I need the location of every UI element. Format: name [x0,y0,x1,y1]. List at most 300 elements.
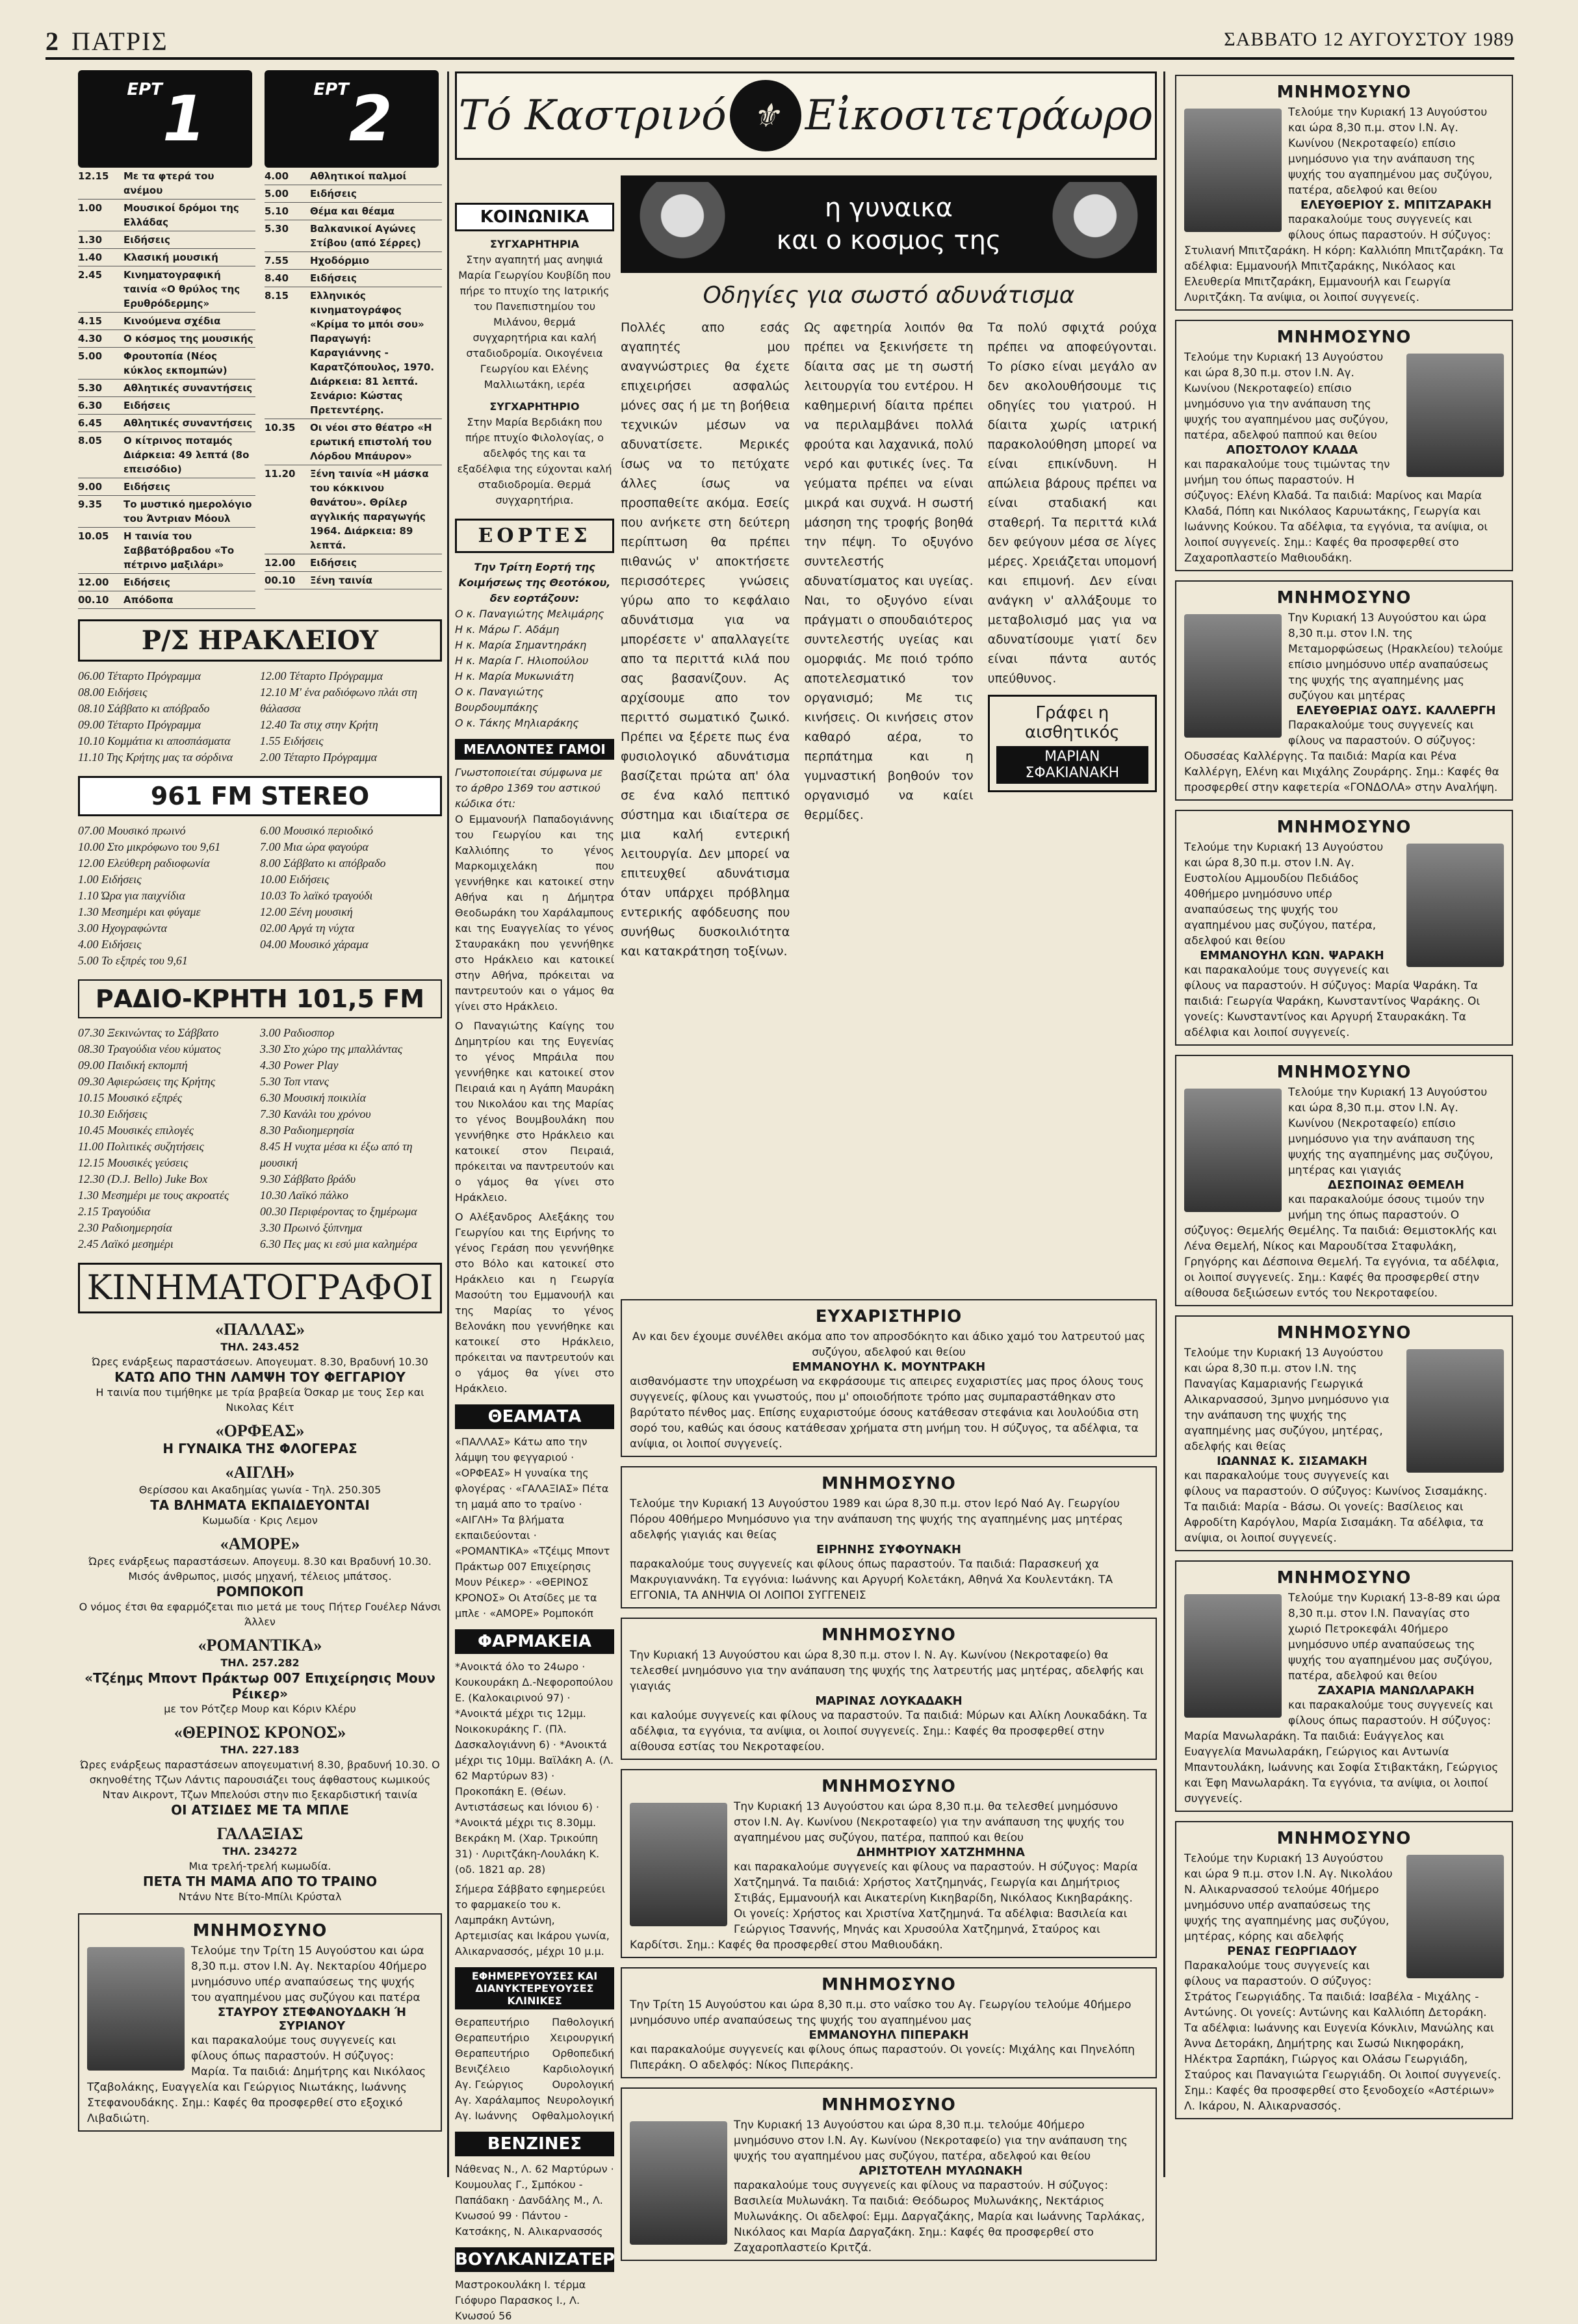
byline-author: ΜΑΡΙΑΝ ΣΦΑΚΙΑΝΑΚΗ [996,746,1148,784]
page-number: 2 [45,27,58,56]
memorial-text: Την Κυριακή 13 Αυγούστου και ώρα 8,30 π.μ. τελούμε 40ήμερο μνημόσυνο στον Ι.Ν. Αγ. Κωνίνου (Νεκροταφείο) για την ανάπαυση της ψυχής του αγαπημένου μας συζύγου, πατέρα, αδελφού και θείου [734,2119,1128,2163]
memorial-text: Τελούμε την Κυριακή 13 Αυγούστου και ώρα 8,30 π.μ. στον Ι.Ν. Αγ. Ευστολίου Αμμουδίου Πεδιάδος 40θήμερο μνημόσυνο υπέρ αναπαύσεως της ψυχής του αγαπημένου μας συζύγου, πατέρα, αδελφού και θείου [1184,841,1384,948]
cinema-desc: Η ταινία που τιμήθηκε με τρία βραβεία Όσκαρ με τους Σερ και Νικολας Κέιτ [96,1386,424,1414]
tv-time: 12.00 [78,576,109,588]
woman-line1: η γυναικα [824,193,953,223]
tv-show: Θέμα και θέαμα [310,205,394,217]
koinonika-title: ΚΟΙΝΩΝΙΚΑ [455,203,614,231]
cinema-note: Ώρες ενάρξεως παραστάσεων. Απογευματ. 8.30, Βραδυνή 10.30 [92,1356,428,1368]
memorial-notice [1175,580,1513,801]
woman-line2: και ο κοσμος της [776,226,1002,255]
article-headline: Οδηγίες για σωστό αδυνάτισμα [703,282,1075,309]
radio-item: 12.10 Μ' ένα ραδιόφωνο πλάι στη θάλασσα [260,686,417,715]
cinema-name: «ΑΙΓΛΗ» [225,1463,295,1482]
portrait-photo [1406,354,1504,477]
vulkanizater-text: Μαστροκουλάκη Ι. τέρμα Γιόφυρο Παρασκος Ι., Λ. Κνωσού 56 [455,2279,586,2322]
tv-time: 6.45 [78,417,103,429]
radio-item: 8.30 Ραδιοημερησία [260,1124,354,1137]
tv-row [78,574,255,591]
deceased-name: ΕΛΕΥΘΕΡΙΟΥ Σ. ΜΠΙΤΖΑΡΑΚΗ [1300,198,1492,212]
radio-kriti-schedule [78,1025,442,1252]
eortes-name: Η κ. Μάρω Γ. Αδάμη [455,623,560,636]
cinema-phone: ΤΗΛ. 257.282 [220,1657,300,1669]
radio-item: 11.10 Της Κρήτης μας τα σόρδινα [78,751,233,764]
banner-left: Τό Καστρινό [458,92,727,140]
radio-item: 3.00 Ηχογραφώντα [78,922,168,935]
radio-item: 10.15 Μουσικό εξπρές [78,1091,183,1104]
radio-item: 10.30 Λαϊκό πάλκο [260,1189,349,1202]
memorial-notice [1175,810,1513,1046]
memorial-title: ΜΝΗΜΟΣΥΝΟ [1276,1323,1412,1343]
deceased-name: ΕΙΡΗΝΗΣ ΣΥΦΟΥΝΑΚΗ [816,1543,961,1556]
radio-item: 04.00 Μουσικό χάραμα [260,938,369,951]
eortes-name: Η κ. Μαρία Γ. Ηλιοπούλου [455,654,589,667]
column-divider [1163,71,1165,2177]
radio-item: 8.00 Σάββατο κι απόβραδο [260,857,386,870]
portrait-photo [1406,844,1504,967]
memorial-text: Τελούμε την Κυριακή 13 Αυγούστου 1989 και ώρα 8,30 π.μ. στον Ιερό Ναό Αγ. Γεωργίου Πόρου 40θήμερο Μνημόσυνο για την ανάπαυση της ψυχής της αγαπημένης μας μητέρας αδελφής γιαγιάς και θείας [630,1497,1123,1542]
tv-row [265,168,442,185]
et1-schedule [78,168,255,609]
portrait-photo [1184,614,1282,738]
radio-item: 09.00 Παιδική εκπομπή [78,1059,188,1072]
clinic-dept: Οφθαλμολογική [532,2110,614,2122]
memorial-text: Την Κυριακή 13 Αυγούστου και ώρα 8,30 π.μ. στον Ι.Ν. της Μεταμορφώσεως (Ηρακλείου) τελούμε επίσιο μνημόσυνο υπέρ αναπαύσεως της ψυχής της αγαπημένης μας συζύγου και μητέρας [1288,612,1503,703]
radio-item: 10.10 Κομμάτια κι αποσπάσματα [78,734,231,747]
radio-item: 2.15 Τραγούδια [78,1205,151,1218]
cinema-note: Ώρες ενάρξεως παραστάσεων. Απογευμ. 8.30 και Βραδυνή 10.30. Μισός άνθρωπος, μισός μηχανή, τέλειος μπάτσος. [88,1555,432,1582]
memorial-notice [621,1618,1157,1760]
memorials-right [1175,75,1513,2177]
clinic-row [455,2077,614,2093]
memorial-notice [621,1769,1157,1958]
tv-time: 8.15 [265,290,289,302]
cinema-note: Μια τρελή-τρελή κωμωδία. [188,1860,331,1872]
eortes-name: Η κ. Μαρία Μυκωνιάτη [455,670,574,682]
tv-row [265,419,442,465]
memorial-text: Τελούμε την Κυριακή 13 Αυγούστου και ώρα 8,30 π.μ. στον Ι.Ν. Αγ. Κωνίνου (Νεκροταφείο) επίσιο μνημόσυνο για την ανάπαυση της ψυχής του αγαπημένου μας συζύγου, πατέρα, αδελφού και θείου [1288,106,1493,197]
benzines-text: Νάθενας Ν., Λ. 62 Μαρτύρων · Κουμουλας Γ., Σμπόκου - Παπάδακη · Δανδάλης Μ., Λ. Κνωσού 99 · Πάντου - Κατσάκης, Ν. Αλικαρνασσός [455,2163,614,2238]
tv-show: Ξένη ταινία [310,575,373,586]
gamoi-3: Ο Αλέξανδρος Αλεξάκης του Γεωργίου και της Ειρήνης το γένος Γεράση που γεννήθηκε στο Βόλο και κατοικεί στο Ηράκλειο και η Γεωργία Μασούτη του Εμμανουήλ και της Μαρίας το γένος Βελονάκη που γεννήθηκε και κατοικεί στο Ηράκλειο, πρόκειται να παντρευτούν και ο γάμος θα γίνει στο Ηράκλειο. [455,1211,614,1395]
clinic-name: Αγ. Χαράλαμπος [455,2094,541,2106]
tv-time: 9.35 [78,498,103,510]
deceased-name: ΕΜΜΑΝΟΥΗΛ ΠΙΠΕΡΑΚΗ [808,2028,969,2042]
memorial-family: και παρακαλούμε τους συγγενείς και φίλους να παραστούν. Ο σύζυγος: Κωνίνος Σισαμάκης. Τα παιδιά: Μαρία - Βάσω. Οι γονείς: Βασίλειος και Αφροδίτη Καρόγλου, Μαρία Σισαμάκη. Τα αδέλφια, τα ανίψια, οι λοιποί συγγενείς. [1184,1469,1488,1545]
tv-show: Το μυστικό ημερολόγιο του Άντριαν Μόουλ [123,498,252,524]
radio-item: 3.00 Ραδιοσπορ [260,1026,335,1039]
thanks-name: ΕΜΜΑΝΟΥΗΛ Κ. ΜΟΥΝΤΡΑΚΗ [792,1360,986,1374]
deceased-name: ΑΡΙΣΤΟΤΕΛΗ ΜΥΛΩΝΑΚΗ [859,2164,1023,2178]
radio-item: 11.00 Πολιτικές συζητήσεις [78,1140,204,1153]
memorial-title: ΜΝΗΜΟΣΥΝΟ [1276,1063,1412,1082]
tv-time: 10.05 [78,530,109,542]
memorial-text: Την Κυριακή 13 Αυγούστου και ώρα 8,30 π.μ. στον Ι. Ν. Αγ. Κωνίνου (Νεκροταφείο) θα τελεσθεί μνημόσυνο για την ανάπαυση της ψυχής της λατρευτής μας μητέρας, αδελφής και γιαγιάς [630,1649,1144,1693]
theamata-text: «ΠΑΛΛΑΣ» Κάτω απο την λάμψη του φεγγαριού · «ΟΡΦΕΑΣ» Η γυναίκα της φλογέρας · «ΓΑΛΑΞΙΑΣ» Πέτα τη μαμά απο το τραίνο · «ΑΙΓΛΗ» Τα βλήματα εκπαιδεύονται · «ΡΟΜΑΝΤΙΚΑ» «Τζέιμς Μποντ Πράκτωρ 007 Επιχείρησις Μουν Ρέικερ» · «ΘΕΡΙΝΟΣ ΚΡΟΝΟΣ» Οι Ατσίδες με τα μπλε · «ΑΜΟΡΕ» Ρομποκόπ [455,1436,610,1620]
memorial-title: ΜΝΗΜΟΣΥΝΟ [1276,1829,1412,1848]
congrats-heading-1: ΣΥΓΧΑΡΗΤΗΡΙΑ [490,238,579,250]
tv-time: 12.15 [78,170,109,182]
tv-time: 2.45 [78,269,103,281]
tv-row [265,252,442,270]
tv-time: 7.55 [265,255,289,266]
tv-show: Ειδήσεις [123,400,170,411]
radio-item: 12.40 Τα στιχ στην Κρήτη [260,718,378,731]
clinic-name: Αγ. Ιωάννης [455,2110,518,2122]
memorial-text: Την Κυριακή 13 Αυγούστου και ώρα 8,30 π.μ. θα τελεσθεί μνημόσυνο στον Ι.Ν. Αγ. Κωνίνου (Νεκροταφείο) για την ανάπαυση της ψυχής του αγαπημένου μας συζύγου, πατέρα, παππού και θείου [734,1800,1124,1844]
tv-row [78,478,255,496]
cinema-film: ΟΙ ΑΤΣΙΔΕΣ ΜΕ ΤΑ ΜΠΛΕ [171,1802,349,1818]
tv-time: 1.40 [78,252,103,263]
radio-item: 2.30 Ραδιοημερησία [78,1221,172,1234]
tv-row [78,528,255,574]
memorial-family: παρακαλούμε τους συγγενείς και φίλους να παραστούν. Η σύζυγος: Βασιλεία Μυλωνάκη. Τα παιδιά: Θεόδωρος Μυλωνάκης, Νεκτάριος Μυλωνάκης. Οι αδελφοί: Εμμ. Δαργαζάκης, Μαρία και Ιωάννης Ταρλάκας, Νικόλαος και Μαρία Δαργαζάκη. Σημ.: Καφές θα προσφερθεί στο Ζαχαροπλαστείο Κριτζά. [734,2179,1145,2254]
tv-show: Η ταινία του Σαββατόβραδου «Το πέτρινο μαξιλάρι» [123,530,235,571]
thanks-title: ΕΥΧΑΡΙΣΤΗΡΙΟ [815,1307,963,1326]
radio-item: 1.00 Ειδήσεις [78,873,142,886]
memorial-family: και παρακαλούμε τους τιμώντας την μνήμη του όπως παραστούν. Η σύζυγος: Ελένη Κλαδά. Τα παιδιά: Μαρίνος και Μαρία Κλαδά, Πόπη και Νικόλαος Καρυωτάκης, Γεωργία και Ιωάννης Κούκου. Τα αδέλφια, τα εγγόνια, τα ανίψια, οι λοιποί συγγενείς. Σημ.: Καφές θα προσφερθεί στο Ζαχαροπλαστείο Μαθιουδάκη. [1184,458,1488,565]
clinic-name: Θεραπευτήριο [455,2032,530,2044]
memorial-notice [1175,75,1513,311]
tv-row [265,203,442,220]
radio-kriti-title: ΡΑΔΙΟ-ΚΡΗΤΗ 101,5 FM [78,979,442,1018]
tv-row [265,554,442,572]
radio-item: 1.30 Μεσημέρι και φύγαμε [78,905,201,918]
portrait-photo [87,1947,185,2071]
tv-row [78,432,255,478]
tv-time: 00.10 [78,594,109,606]
kastrino-banner-wrap [455,71,1157,160]
cinema-film: Η ΓΥΝΑΙΚΑ ΤΗΣ ΦΛΟΓΕΡΑΣ [162,1441,357,1456]
fm961-schedule [78,823,442,969]
memorial-notice [1175,1560,1513,1812]
clinic-dept: Καρδιολογική [543,2063,614,2075]
tv-time: 4.30 [78,333,103,344]
fm961-title: 961 FM STEREO [78,776,442,816]
tv-row [78,313,255,330]
radio-item: 1.30 Μεσημέρι με τους ακροατές [78,1189,229,1202]
cinema-name: «ΘΕΡΙΝΟΣ ΚΡΟΝΟΣ» [174,1723,346,1742]
cinema-film: ΤΑ ΒΛΗΜΑΤΑ ΕΚΠΑΙΔΕΥΟΝΤΑΙ [150,1497,370,1513]
memorial-family: και παρακαλούμε τους συγγενείς και φίλους όπως παραστούν. Η σύζυγος: Μαρία. Τα παιδιά: Δημήτρης και Νικόλαος Τζαβολάκης, Ευαγγελία και Γεώργιος Νιωτάκης, Ιωάννης Στεφανουδάκης. Σημ.: Καφές θα προσφερθεί στο εξοχικό Λιβαδιώτη. [87,2034,426,2125]
memorial-title: ΜΝΗΜΟΣΥΝΟ [821,1777,956,1796]
deceased-name: ΜΑΡΙΝΑΣ ΛΟΥΚΑΔΑΚΗ [815,1694,963,1708]
tv-show: Αθλητικές συναντήσεις [123,382,253,394]
memorial-family: Παρακαλούμε τους συγγενείς και φίλους να παραστούν. Ο σύζυγος: Οδυσσέας Καλλέργης. Τα παιδιά: Μαρία και Ρένα Καλλέργη, Ελένη και Μιχάλης Ζουράρης. Σημ.: Καφές θα προσφερθεί στην καφετερία «ΓΟΝΔΟΛΑ» στην Αναλήψη. [1184,719,1499,794]
radio-item: 6.30 Μουσική ποικιλία [260,1091,367,1104]
tv-time: 11.20 [265,468,296,480]
main-article-area [621,175,1157,2254]
radio-item: 09.00 Τέταρτο Πρόγραμμα [78,718,201,731]
memorial-family: παρακαλούμε τους συγγενείς και φίλους όπως παραστούν. Τα παιδιά: Παρασκευή χα Μακρυγιαννάκη. Τα εγγόνια: Ιωάννης και Αργυρή Κολετάκη, Αθηνά Χα Κουλεντάκη. ΤΑ ΕΓΓΟΝΙΑ, ΤΑ ΑΝΗΨΙΑ ΟΙ ΛΟΙΠΟΙ ΣΥΓΓΕΝΕΙΣ [630,1558,1113,1602]
issue-date: ΣΑΒΒΑΤΟ 12 ΑΥΓΟΥΣΤΟΥ 1989 [1224,29,1514,50]
gamoi-title: ΜΕΛΛΟΝΤΕΣ ΓΑΜΟΙ [455,739,614,760]
eortes-name: Ο κ. Τάκης Μηλιαράκης [455,717,579,729]
eortes-intro: Την Τρίτη Εορτή της Κοιμήσεως της Θεοτόκου, δεν εορτάζουν: [458,561,611,604]
tv-time: 4.15 [78,315,103,327]
tv-show: Αθλητικοί παλμοί [310,170,407,182]
tv-time: 5.10 [265,205,289,217]
clinic-name: Θεραπευτήριο [455,2047,530,2059]
cinema-phone: ΤΗΛ. 227.183 [220,1744,300,1756]
rs-heraklion-schedule [78,668,442,766]
tv-row [265,220,442,252]
tv-time: 5.30 [78,382,103,394]
radio-item: 1.55 Ειδήσεις [260,734,324,747]
radio-item: 5.00 Το εξπρές του 9,61 [78,954,188,967]
gamoi-intro: Γνωστοποιείται σύμφωνα με το άρθρο 1369 του αστικού κώδικα ότι: [455,766,603,810]
memorials-middle [621,1466,1157,2261]
tv-time: 8.40 [265,272,289,284]
memorial-notice [1175,1315,1513,1551]
byline-label: Γράφει η αισθητικός [1024,703,1120,742]
clinic-name: Αγ. Γεώργιος [455,2078,524,2091]
tv-show: Ειδήσεις [310,272,357,284]
cinema-note: Θερίσσου και Ακαδημίας γωνία - Τηλ. 250.305 [138,1484,382,1496]
tv-show: Φρουτοπία (Νέος κύκλος εκπομπών) [123,350,227,376]
memorial-title: ΜΝΗΜΟΣΥΝΟ [821,1625,956,1645]
deceased-name: ΖΑΧΑΡΙΑ ΜΑΝΩΛΑΡΑΚΗ [1317,1684,1475,1698]
tv-row [265,185,442,203]
clinic-dept: Ουρολογική [552,2078,614,2091]
tv-show: Ειδήσεις [123,481,170,493]
eortes-name: Ο κ. Παναγιώτης Μελιμάρης [455,608,604,620]
portrait-photo [634,182,731,266]
radio-item: 6.30 Πες μας κι εσύ μια καλημέρα [260,1237,418,1250]
radio-item: 1.10 Ώρα για παιχνίδια [78,889,185,902]
clinic-row [455,2046,614,2061]
memorial-family: και καλούμε συγγενείς και φίλους να παραστούν. Τα παιδιά: Μύρων και Αλίκη Λουκαδάκη. Τα αδέλφια, τα εγγόνια, τα ανίψια, οι λοιποί συγγενείς. Σημ.: Καφές θα προσφερθεί στην αίθουσα εστίας του Νεκροταφείου. [630,1709,1148,1753]
eortes-name: Η κ. Μαρία Σημαντηράκη [455,639,587,651]
memorial-text: Τελούμε την Κυριακή 13-8-89 και ώρα 8,30 π.μ. στον Ι.Ν. Παναγίας στο χωριό Πετροκεφάλι 40ήμερο μνημόσυνο υπέρ αναπαύσεως της ψυχής του αγαπημένου μας συζύγου, πατέρα, αδελφού και θείου [1288,1592,1501,1683]
clinic-dept: Νευρολογική [547,2094,614,2106]
article-col-1: Πολλές απο εσάς αγαπητές μου αναγνώστριες θα έχετε επιχειρήσει ασφαλώς μόνες σας ή με τη βοήθεια τεχνικών μέσων να αδυνατίσετε. Μερικές ίσως να το πετύχατε άλλες ίσως να προσπαθείτε ακόμα. Εσείς που ανήκετε στη δεύτερη περίπτωση θα πρέπει πιθανώς ν' αποκτήσετε περισσότερες γνώσεις γύρω απο το κεφάλαιο αδυνάτισμα για να μπορέσετε ν' απαλλαγείτε απο τα περιττά κιλά που σας βασανίζουν. Ας αρχίσουμε απο τον περιττό σωματικό ζωικό. Πρέπει να ξέρετε πως ένα φυσιολογικό αδυνάτισμα βασίζεται πρώτα απ' όλα σε ένα καλό πεπτικό σύστημα και ιδιαίτερα σε μια καλή εντερική λειτουργία. Δεν μπορεί να επιτευχθεί αδυνάτισμα όταν υπάρχει πρόβλημα εντερικής αφόδευσης που συνήθως δυσκοιλιότητα και κατακράτηση τοξίνων. [621,320,790,959]
vulkanizater-title: ΒΟΥΛΚΑΝΙΖΑΤΕΡ [455,2247,614,2272]
memorial-title: ΜΝΗΜΟΣΥΝΟ [192,1921,328,1941]
congrats-text-2: Στην Μαρία Βερδιάκη που πήρε πτυχίο Φιλολογίας, ο αδελφός της και τα εξαδέλφια της εύχονται καλή σταδιοδρομία. Θερμά συγχαρητήρια. [457,416,612,506]
radio-item: 10.00 Ειδήσεις [260,873,330,886]
social-column [455,195,615,2322]
radio-item: 08.30 Τραγούδια νέου κύματος [78,1042,221,1055]
tv-show: Ηχοδόρμιο [310,255,370,266]
cinema-note: Ώρες ενάρξεως παραστάσεων απογευματινή 8.30, βραδυνή 10.30. Ο σκηνοθέτης Τζων Λάντις παρουσιάζει τους άφθαστους κωμικούς Νταν Αικροντ, Τζων Μπελούσι στην πιο ξεκαρδιστική ταινία [80,1759,440,1801]
cinema-desc: Ο νόμος έτσι θα εφαρμόζεται πιο μετά με τους Πήτερ Γουέλερ Νάνσι Άλλεν [79,1601,441,1628]
woman-section-header [621,175,1157,273]
clinic-row [455,2061,614,2077]
tv-row [265,270,442,287]
tv-time: 1.30 [78,234,103,246]
eortes-name: Ο κ. Παναγιώτης Βουρδουμπάκης [455,686,544,714]
cinema-phone: ΤΗΛ. 243.452 [220,1341,300,1353]
cinema-film: ΡΟΜΠΟΚΟΠ [216,1584,304,1599]
radio-item: 06.00 Τέταρτο Πρόγραμμα [78,669,201,682]
thanks-body: αισθανόμαστε την υποχρέωση να εκφράσουμε τις απειρες ευχαριστίες μας προς όλους τους συγγενείς, φίλους και γνωστούς, που μ' οποιοδήποτε τρόπο μας συμπαραστάθηκαν στο βαρύτατο πένθος μας. Επίσης ευχαριστούμε όσους κατάθεσαν στεφάνια και λουλούδια στη σορό του, καθώς και όσους κατάθεσαν χρήματα στη μνήμη του. Η σύζυγος, τα αδέλφια, τα ανίψια, οι λοιποί συγγενείς. [630,1375,1144,1451]
tv-time: 8.05 [78,435,103,446]
radio-item: 2.00 Τέταρτο Πρόγραμμα [260,751,378,764]
memorial-title: ΜΝΗΜΟΣΥΝΟ [1276,328,1412,347]
radio-item: 12.00 Ξένη μουσική [260,905,353,918]
tv-row [78,200,255,231]
memorial-family: και παρακαλούμε τους συγγενείς και φίλους όπως παραστούν. Η σύζυγος: Μαρία Μανωλαράκη. Τα παιδιά: Ευάγγελος και Ευαγγελία Μανωλαράκη, Γεώργιος και Αντωνία Μπαντουλάκη, Ιωάννης και Σοφία Στιβακτάκη, Γεώργιος και Έφη Μανωλαράκη. Τα εγγόνια, τα ανίψια, οι λοιποί συγγενείς. [1184,1699,1499,1805]
tv-row [78,330,255,348]
tv-show: Κινηματογραφική ταινία «Ο θρύλος της Ερυθρόδερμης» [123,269,240,309]
tv-show: Οι νέοι στο θέατρο «Η ερωτική επιστολή του Λόρδου Μπάυρον» [310,422,432,462]
et2-block [265,70,442,609]
memorial-text: Τελούμε την Κυριακή 13 Αυγούστου και ώρα 8,30 π.μ. στον Ι.Ν. Αγ. Κωνίνου (Νεκροταφείο) επίσιο μνημόσυνο για την ανάπαυση της ψυχής του αγαπημένου μας συζύγου, πατέρα, αδελφού παππού και θείου [1184,351,1389,442]
radio-item: 3.30 Στο χώρο της μπαλλάντας [260,1042,403,1055]
memorial-title: ΜΝΗΜΟΣΥΝΟ [1276,1568,1412,1588]
memorial-family: Παρακαλούμε τους συγγενείς και φίλους να παραστούν. Ο σύζυγος: Στράτος Γεωργιάδης. Τα παιδιά: Ισαβέλα - Μιχάλης - Αντώνης. Οι γονείς: Αντώνης και Καλλιόπη Δετοράκη. Τα αδέλφια: Ιωάννης και Ευγενία Κόνκλιν, Μανώλης και Άννα Δετοράκη, Δημήτρης και Σωσώ Νικηφοράκη, Ηλέκτρα Σαρπάκη, Γιώργος και Ολάσω Γεωργιάδη, Σταύρος και Παναγιώτα Γεωργιάδη. Οι λοιποί συγγενείς. Σημ.: Καφές θα προσφερθεί στο ξενοδοχείο «Αστέριων» Λ. Ικάρου, Ν. Αλικαρνασσός. [1184,1959,1501,2113]
memorial-family: και παρακαλούμε όσους τιμούν την μνήμη της όπως παραστούν. Ο σύζυγος: Θεμελής Θεμέλης. Τα παιδιά: Θεμιστοκλής και Λένα Θεμελή, Νίκος και Μαρουδίτσα Σταφυλάκη, Γρηγόρης και Δέσποινα Θεμελή. Τα εγγόνια, τα αδέλφια, οι λοιποί συγγενείς. Σημ.: Καφές θα προσφερθεί στην αίθουσα δεξιώσεων εντός του Νεκροταφείου. [1184,1193,1499,1300]
deceased-name: ΣΤΑΥΡΟΥ ΣΤΕΦΑΝΟΥΔΑΚΗ Ή ΣΥΡΙΑΝΟΥ [217,2006,407,2033]
radio-item: 12.00 Ελεύθερη ραδιοφωνία [78,857,210,870]
tv-show: Ειδήσεις [310,188,357,200]
tv-show: Κλασική μουσική [123,252,218,263]
radio-item: 10.00 Στο μικρόφωνο του 9,61 [78,840,221,853]
clinic-dept: Χειρουργική [550,2032,614,2044]
radio-item: 07.30 Ξεκινώντας το Σάββατο [78,1026,219,1039]
tv-row [78,168,255,200]
radio-item: 09.30 Αφιερώσεις της Κρήτης [78,1075,216,1088]
deceased-name: ΕΜΜΑΝΟΥΗΛ ΚΩΝ. ΨΑΡΑΚΗ [1200,949,1384,962]
thanks-notice [621,1299,1157,1457]
cinema-desc: Ντάνυ Ντε Βίτο-Μπίλι Κρύσταλ [178,1891,342,1903]
tv-show: Απόδοπα [123,594,174,606]
cinema-film: ΠΕΤΑ ΤΗ ΜΑΜΑ ΑΠΟ ΤΟ ΤΡΑΙΝΟ [142,1874,378,1889]
tv-time: 9.00 [78,481,103,493]
memorial-notice [1175,1821,1513,2119]
tv-show: Ελληνικός κινηματογράφος «Κρίμα το μπόι σου» Παραγωγή: Καραγιάννης - Καρατζόπουλος, 1970. Διάρκεια: 81 λεπτά. Σενάριο: Κώστας Πρετεντέρης. [310,290,435,416]
portrait-photo [1184,1089,1282,1212]
benzines-title: ΒΕΝΖΙΝΕΣ [455,2132,614,2156]
tv-row [265,572,442,589]
cinema-film: «Τζέημς Μποντ Πράκτωρ 007 Επιχείρησις Μουν Ρέικερ» [84,1670,435,1701]
tv-time: 5.00 [78,350,103,362]
radio-item: 07.00 Μουσικό πρωινό [78,824,186,837]
deceased-name: ΕΛΕΥΘΕΡΙΑΣ ΟΔΥΣ. ΚΑΛΛΕΡΓΗ [1296,704,1496,717]
theamata-title: ΘΕΑΜΑΤΑ [455,1404,614,1429]
cinema-film: ΚΑΤΩ ΑΠΟ ΤΗΝ ΛΑΜΨΗ ΤΟΥ ΦΕΓΓΑΡΙΟΥ [114,1369,406,1385]
congrats-heading-2: ΣΥΓΧΑΡΗΤΗΡΙΟ [489,400,580,413]
portrait-photo [1046,182,1144,266]
memorial-text: Την Τρίτη 15 Αυγούστου και ώρα 8,30 π.μ. στο ναΐσκο του Αγ. Γεωργίου τελούμε 40ήμερο μνημόσυνο υπέρ αναπαύσεως της ψυχής του αγαπημένου μας [630,1998,1132,2027]
memorial-text: Τελούμε την Κυριακή 13 Αυγούστου και ώρα 8,30 π.μ. στον Ι.Ν. της Παναγίας Καμαριανής Γεωργικά Αλικαρνασσού, 3μηνο μνημόσυνο για την ανάπαυση της ψυχής της αγαπημένης μας συζύγου, μητέρας, αδελφής και θείας [1184,1347,1390,1453]
memorial-title: ΜΝΗΜΟΣΥΝΟ [821,2095,956,2115]
rs-heraklion-title: Ρ/Σ ΗΡΑΚΛΕΙΟΥ [78,619,442,662]
cinema-desc: με τον Ρότζερ Μουρ και Κόριν Κλέρυ [164,1703,356,1715]
memorial-text: Τελούμε την Κυριακή 13 Αυγούστου και ώρα 8,30 π.μ. στον Ι.Ν. Αγ. Κωνίνου (Νεκροταφείο) επίσιο μνημόσυνο για την ανάπαυση της ψυχής της αγαπημένης μας συζύγου, μητέρας και γιαγιάς [1288,1086,1494,1177]
clinic-name: Βενιζέλειο [455,2063,510,2075]
tv-show: Αθλητικές συναντήσεις [123,417,253,429]
banner-right: Εἰκοσιτετράωρο [805,92,1154,140]
tv-row [78,249,255,266]
memorial-title: ΜΝΗΜΟΣΥΝΟ [821,1474,956,1493]
tv-row [78,380,255,397]
article-body [621,318,1157,1293]
tv-show: Κινούμενα σχέδια [123,315,221,327]
tv-row [78,591,255,609]
radio-item: 10.30 Ειδήσεις [78,1107,148,1120]
memorial-title: ΜΝΗΜΟΣΥΝΟ [821,1975,956,1995]
clinic-row [455,2030,614,2046]
memorial-notice [1175,1055,1513,1306]
column-divider [447,71,449,2177]
clinic-row [455,2093,614,2108]
radio-item: 12.15 Μουσικές γεύσεις [78,1156,188,1169]
tv-time: 10.35 [265,422,296,433]
deceased-name: ΡΕΝΑΣ ΓΕΩΡΓΙΑΔΟΥ [1227,1944,1357,1958]
tv-time: 00.10 [265,575,296,586]
article-byline [988,695,1157,792]
tv-show: Ειδήσεις [310,557,357,569]
clinic-dept: Ορθοπεδική [552,2047,614,2059]
memorial-family: παρακαλούμε τους συγγενείς και φίλους όπως παραστούν. Η σύζυγος: Στυλιανή Μπιτζαράκη. Η κόρη: Καλλιόπη Μπιτζαράκη. Τα αδέλφια: Εμμανουήλ Μπιτζαράκης, Νικόλαος και Ελευθερία Μπιτζαράκη, Εμμανουήλ και Γεωργία Λυριτζάκη. Τα ανίψια, οι λοιποί συγγενείς. [1184,213,1504,304]
tv-row [78,415,255,432]
radio-item: 5.30 Τοπ ντανς [260,1075,330,1088]
clinic-dept: Παθολογική [552,2016,614,2028]
tv-time: 5.30 [265,223,289,235]
tv-row [78,231,255,249]
cinemas-title: ΚΙΝΗΜΑΤΟΓΡΑΦΟΙ [78,1263,442,1313]
deceased-name: ΔΕΣΠΟΙΝΑΣ ΘΕΜΕΛΗ [1328,1178,1464,1192]
tv-show: Με τα φτερά του ανέμου [123,170,214,196]
clinic-row [455,2108,614,2124]
radio-item: 4.00 Ειδήσεις [78,938,142,951]
memorial-notice [78,1913,442,2132]
portrait-photo [630,2121,727,2245]
cinema-name: «ΑΜΟΡΕ» [220,1534,300,1553]
radio-item: 4.30 Power Play [260,1059,339,1072]
tv-row [78,348,255,380]
cinema-listings [78,1320,442,1904]
tv-time: 5.00 [265,188,289,200]
portrait-photo [1184,109,1282,232]
cinema-phone: ΤΗΛ. 234272 [222,1845,298,1857]
eortes-names [455,606,614,731]
article-col-3: Τα πολύ σφιχτά ρούχα πρέπει να αποφεύγονται. Το ρίσκο είναι μεγάλο αν δεν ακολουθήσουμε τις οδηγίες του γιατρού. Η δίαιτα χωρίς ιατρική παρακολούθηση μπορεί να είναι επικίνδυνη. Η απώλεια βάρους πρέπει να είναι σταδιακή και σταθερή. Τα περιττά κιλά δεν φεύγουν μέσα σε λίγες μέρες. Χρειάζεται υπομονή και επιμονή. Δεν είναι ανάγκη ν' αλλάξουμε το μεταβολισμό μας για να αδυνατίσουμε γιατί δεν είναι πάντα αυτός υπεύθυνος. [987,320,1157,686]
tv-row [78,397,255,415]
deceased-name: ΙΩΑΝΝΑΣ Κ. ΣΙΣΑΜΑΚΗ [1217,1454,1367,1468]
newspaper-name: ΠΑΤΡΙΣ [71,27,168,56]
tv-time: 4.00 [265,170,289,182]
clinic-row [455,2015,614,2030]
clinics-list [455,2015,614,2124]
et1-block [78,70,255,609]
coat-of-arms-icon: ⚜ [730,80,801,151]
memorial-notice [621,1466,1157,1608]
cinema-name: ΓΑΛΑΞΙΑΣ [216,1824,304,1843]
memorial-family: και παρακαλούμε συγγενείς και φίλους όπως παραστούν. Οι γονείς: Μιχάλης και Πηνελόπη Πιπεράκη. Ο αδελφός: Νίκος Πιπεράκης. [630,2043,1135,2072]
radio-item: 2.45 Λαϊκό μεσημέρι [78,1237,174,1250]
cinema-name: «ΡΟΜΑΝΤΙΚΑ» [198,1636,322,1655]
cinema-desc: Κωμωδία · Κρις Λεμον [202,1514,318,1527]
tv-show: Ο κόσμος της μουσικής [123,333,253,344]
portrait-photo [1406,1349,1504,1473]
memorial-notice [621,2087,1157,2261]
cinema-name: «ΟΡΦΕΑΣ» [215,1421,305,1440]
clinics-title: ΕΦΗΜΕΡΕΥΟΥΣΕΣ ΚΑΙ ΔΙΑΝΥΚΤΕΡΕΥΟΥΣΕΣ ΚΛΙΝΙΚΕΣ [455,1967,614,2009]
tv-show: Ξένη ταινία «Η μάσκα του κόκκινου θανάτου». Θρίλερ αγγλικής παραγωγής 1964. Διάρκεια: 89 λεπτά. [310,468,429,551]
memorial-family: και παρακαλούμε συγγενείς και φίλους να παραστούν. Η σύζυγος: Μαρία Χατζημηνά. Τα παιδιά: Χρήστος Χατζημηνάς, Γεωργία και Δημήτριος Στιβάς, Εμμανουήλ και Αικατερίνη Κικηβαρίδη, Νικόλαος Κικηβαράκης. Οι γονείς: Χρήστος και Χριστίνα Χατζημηνά. Τα αδέλφια: Βασιλεία και Γεώργιος Τσαννής, Μηνάς και Χρυσούλα Χατζημηνά, Σταύρος και Καρδίτσι. Σημ.: Καφές θα προσφερθεί στου Μαθιουδάκη. [630,1861,1138,1952]
tv-show: Ο κίτρινος ποταμός Διάρκεια: 49 λεπτά (8ο επεισόδιο) [123,435,250,475]
portrait-photo [630,1803,727,1926]
tv-time: 12.00 [265,557,296,569]
pharmacy-note: Σήμερα Σάββατο εφημερεύει το φαρμακείο του κ. Λαμπράκη Αντώνη, Αρτεμισίας και Ικάρου γωνία, Αλικαρνασσός, μέχρι 10 μ.μ. [455,1883,610,1957]
radio-item: 00.30 Περιφέροντας το ξημέρωμα [260,1205,417,1218]
et2-logo: $^{EPT}$2 [265,70,439,168]
radio-item: 08.10 Σάββατο κι απόβραδο [78,702,210,715]
radio-item: 8.45 Η νυχτα μέσα κι έξω από τη μουσική [260,1140,413,1169]
